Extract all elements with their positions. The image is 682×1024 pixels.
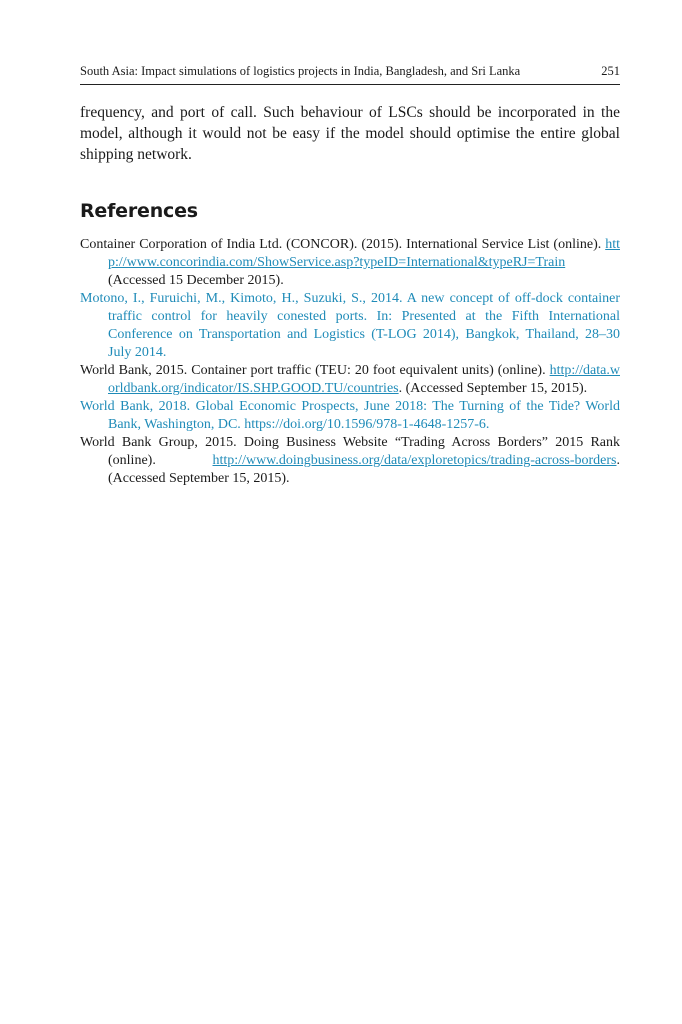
header-rule	[80, 84, 620, 85]
reference-motono[interactable]: Motono, I., Furuichi, M., Kimoto, H., Suzuki, S., 2014. A new concept of off-dock container traffic control for heavily conested ports. In: Presented at the Fifth International Conference on Transportation and Logistics (T-LOG 2014), Bangkok, Thailand, 28–30 July 2014.	[80, 291, 620, 360]
reference-concor-link[interactable]: http://www.concorindia.com/ShowService.asp?typeID=International&typeRJ=Train	[108, 237, 620, 270]
reference-world-bank-group-accessed: . (Accessed September 15, 2015).	[108, 453, 620, 486]
running-title: South Asia: Impact simulations of logistics projects in India, Bangladesh, and Sri Lanka	[80, 64, 521, 78]
reference-world-bank-group-link[interactable]: http://www.doingbusiness.org/data/exploretopics/trading-across-borders	[212, 453, 617, 468]
reference-world-bank-2015-accessed: . (Accessed September 15, 2015).	[398, 381, 588, 396]
reference-world-bank-2015-link[interactable]: http://data.worldbank.org/indicator/IS.SHP.GOOD.TU/countries	[108, 363, 620, 396]
reference-list	[80, 236, 620, 488]
reference-world-bank-group	[80, 434, 620, 488]
reference-concor	[80, 236, 620, 290]
references-heading: References	[80, 200, 198, 222]
reference-world-bank-group-text: World Bank Group, 2015. Doing Business Website “Trading Across Borders” 2015 Rank (online).	[80, 435, 620, 468]
running-head	[80, 64, 620, 79]
page-number: 251	[601, 64, 620, 78]
reference-world-bank-2015-text: World Bank, 2015. Container port traffic (TEU: 20 foot equivalent units) (online).	[80, 363, 550, 378]
reference-concor-text: Container Corporation of India Ltd. (CONCOR). (2015). International Service List (online).	[80, 237, 606, 252]
reference-concor-accessed: (Accessed 15 December 2015).	[108, 273, 284, 288]
reference-world-bank-2018[interactable]: World Bank, 2018. Global Economic Prospects, June 2018: The Turning of the Tide? World Bank, Washington, DC. https://doi.org/10.1596/978-1-4648-1257-6.	[80, 399, 620, 432]
reference-world-bank-2015	[80, 362, 620, 398]
body-paragraph: frequency, and port of call. Such behaviour of LSCs should be incorporated in the model, although it would not be easy if the model should optimise the entire global shipping network.	[80, 104, 620, 163]
